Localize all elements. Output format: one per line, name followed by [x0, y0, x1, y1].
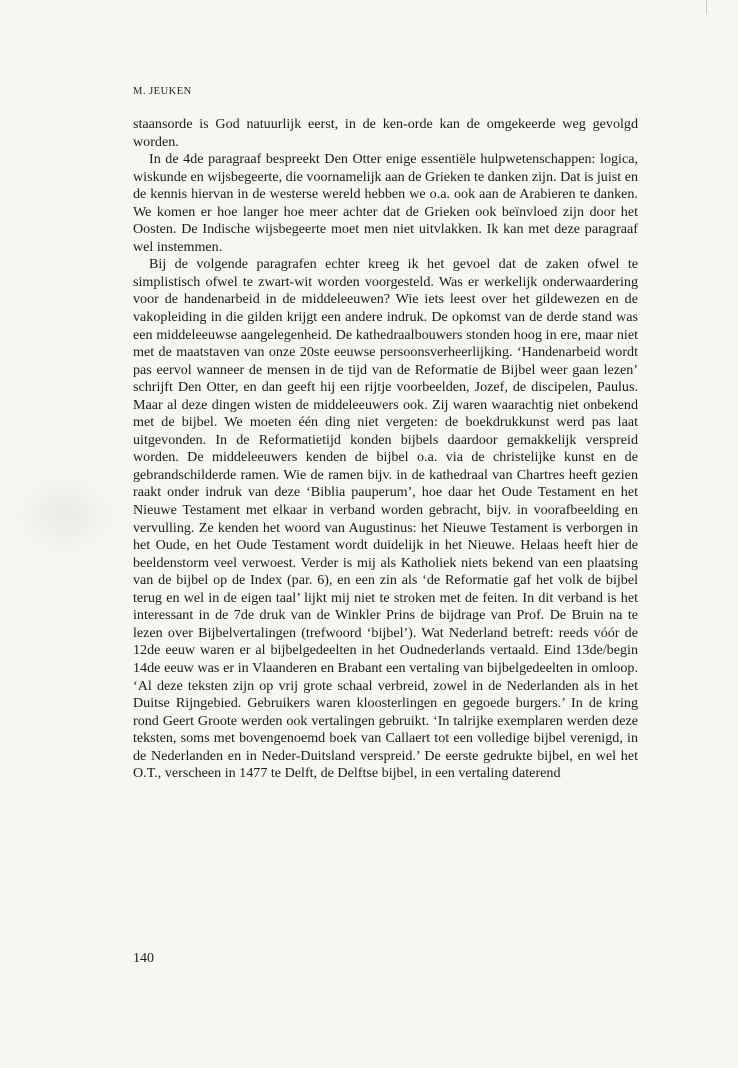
scan-smudge [10, 470, 120, 560]
scan-edge-mark [706, 0, 707, 14]
page-number: 140 [133, 951, 154, 966]
body-text [133, 116, 638, 783]
running-head: M. JEUKEN [133, 86, 192, 97]
paragraph-volgende-paragrafen: Bij de volgende paragrafen echter kreeg ik het gevoel dat de zaken ofwel te simplistisch ofwel te zwart-wit worden voorgesteld. Was er werkelijk onderwaardering voor de handenarbeid in de middeleeuwen? Wie iets leest over het gildewezen en de vakopleiding in die gilden krijgt een andere indruk. De opkomst van de derde stand was een middeleeuwse aangelegenheid. De kathedraalbouwers stonden hoog in ere, maar niet met de maatstaven van onze 20ste eeuwse persoonsverheerlijking. ‘Handenarbeid wordt pas eervol wanneer de mensen in de tijd van de Reformatie de Bijbel weer gaan lezen’ schrijft Den Otter, en dan geeft hij een rijtje voorbeelden, Jozef, de discipelen, Paulus. Maar al deze dingen wisten de middeleeuwers ook. Zij waren waarachtig niet onbekend met de bijbel. We moeten één ding niet vergeten: de boekdrukkunst werd pas laat uitgevonden. In de Reformatietijd konden bijbels daardoor gemakkelijk verspreid worden. De middeleeuwers kenden de bijbel o.a. via de christelijke kunst en de gebrandschilderde ramen. Wie de ramen bijv. in de kathedraal van Chartres heeft gezien raakt onder indruk van deze ‘Biblia pauperum’, hoe daar het Oude Testament en het Nieuwe Testament met elkaar in verband worden gebracht, bijv. in voorafbeelding en vervulling. Ze kenden het woord van Augustinus: het Nieuwe Testament is verborgen in het Oude, en het Oude Testament wordt duidelijk in het Nieuwe. Helaas heeft hier de beeldenstorm veel verwoest. Verder is mij als Katholiek niets bekend van een plaatsing van de bijbel op de Index (par. 6), en een zin als ‘de Reformatie gaf het volk de bijbel terug en wel in de eigen taal’ lijkt mij niet te stroken met de feiten. In dit verband is het interessant in de 7de druk van de Winkler Prins de bijdrage van Prof. De Bruin na te lezen over Bijbelvertalingen (trefwoord ‘bijbel’). Wat Nederland betreft: reeds vóór de 12de eeuw waren er al bijbelgedeelten in het Oudnederlands vertaald. Eind 13de/begin 14de eeuw was er in Vlaanderen en Brabant een vertaling van bijbelgedeelten in omloop. ‘Al deze teksten zijn op vrij grote schaal verbreid, zowel in de Nederlanden als in het Duitse Rijngebied. Gebruikers waren kloosterlingen en gegoede burgers.’ In de kring rond Geert Groote werden ook vertalingen gebruikt. ‘In talrijke exemplaren werden deze teksten, soms met bovengenoemd boek van Callaert tot een volledige bijbel verenigd, in de Nederlanden en in Neder-Duitsland verspreid.’ De eerste gedrukte bijbel, en wel het O.T., verscheen in 1477 te Delft, de Delftse bijbel, in een vertaling daterend [133, 256, 638, 782]
paragraph-continuation: staansorde is God natuurlijk eerst, in de ken-orde kan de omgekeerde weg gevolgd worden. [133, 116, 638, 150]
paragraph-hulpwetenschappen: In de 4de paragraaf bespreekt Den Otter enige essentiële hulpwetenschappen: logica, wiskunde en wijsbegeerte, die voornamelijk aan de Grieken te danken zijn. Dat is juist en de kennis hiervan in de westerse wereld hebben we o.a. ook aan de Arabieren te danken. We komen er hoe langer hoe meer achter dat de Grieken ook beïnvloed zijn door het Oosten. De Indische wijsbegeerte moet men niet uitvlakken. Ik kan met deze paragraaf wel instemmen. [133, 151, 638, 255]
